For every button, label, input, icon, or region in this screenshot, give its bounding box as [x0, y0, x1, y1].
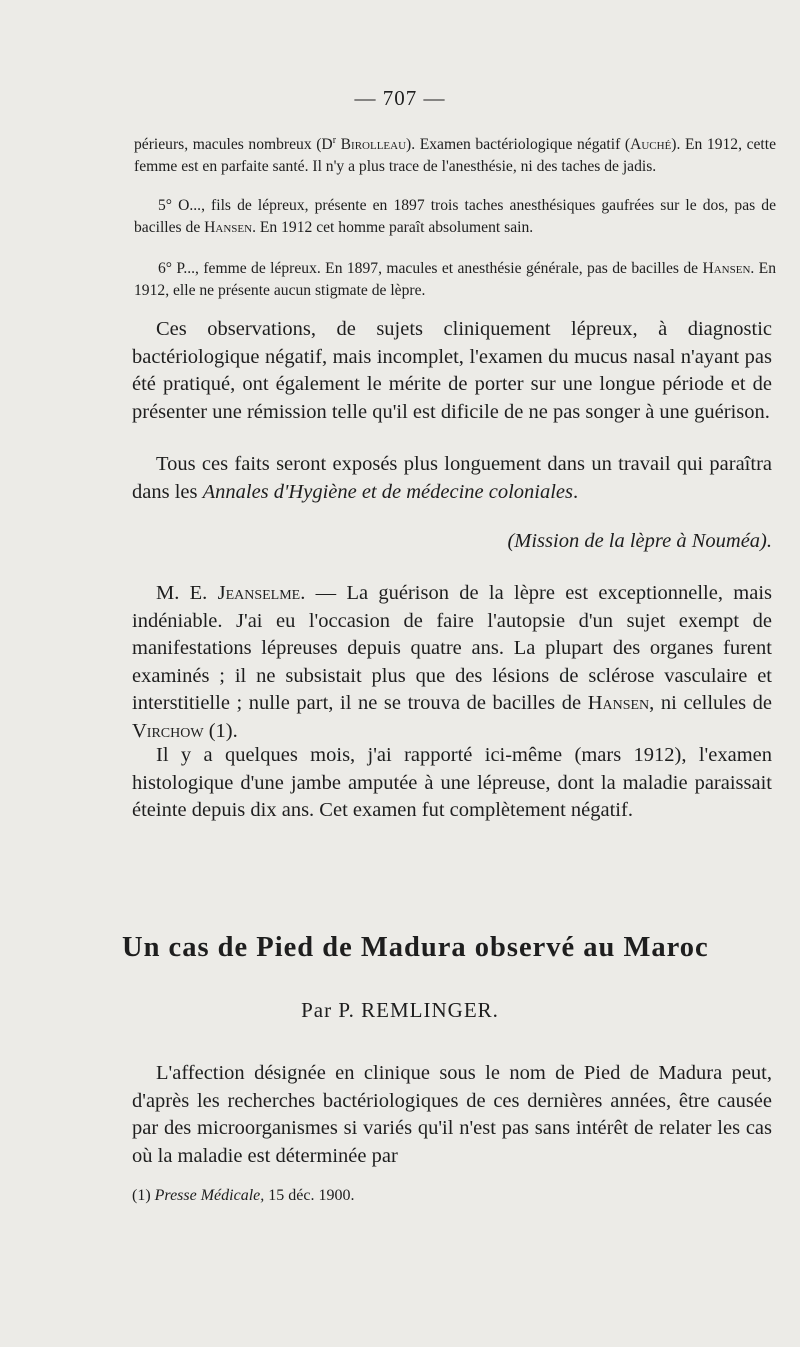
author-name: Hansen [702, 260, 751, 277]
signature: (Mission de la lèpre à Nouméa). [507, 530, 772, 552]
author-name: Hansen [587, 692, 650, 714]
observation-5: 5° O..., fils de lépreux, présente en 1897 trois taches anesthésiques gaufrées sur le dos, pas de bacilles de Hansen. En 1912 cet homme paraît absolument sain. [134, 197, 776, 236]
article-title: Un cas de Pied de Madura observé au Maroc [122, 932, 709, 963]
author-name: Hansen [204, 218, 253, 236]
conclusion-paragraph-2: Tous ces faits seront exposés plus longuement dans un travail qui paraîtra dans les Annales d'Hygiène et de médecine coloniales. [132, 453, 772, 503]
speaker-name: Jeanselme [217, 582, 301, 604]
observation-6: 6° P..., femme de lépreux. En 1897, macules et anesthésie générale, pas de bacilles de Hansen. En 1912, elle ne présente aucun stigmate de lèpre. [134, 260, 776, 299]
discussion-paragraph-2: Il y a quelques mois, j'ai rapporté ici-même (mars 1912), l'examen histologique d'une jambe amputée à une lépreuse, dont la maladie paraissait éteinte depuis dix ans. Cet examen fut complètement négatif. [132, 744, 772, 821]
page-number: — 707 — [354, 86, 446, 110]
footnote-source: Presse Médicale, [154, 1187, 265, 1204]
conclusion-paragraph-1: Ces observations, de sujets cliniquement lépreux, à diagnostic bactériologique négatif, mais incomplet, l'examen du mucus nasal n'ayant pas été pratiqué, ont également le mérite de porter sur une longue période et de présenter une rémission telle qu'il est dificile de ne pas songer à une guérison. [132, 318, 772, 423]
observation-4-end: périeurs, macules nombreux ($D^r$ Birolleau). Examen bactériologique négatif (Auché). En 1912, cette femme est en parfaite santé. Il n'y a plus trace de l'anesthésie, ni des taches de jadis. [134, 135, 777, 175]
article-intro-paragraph: L'affection désignée en clinique sous le nom de Pied de Madura peut, d'après les recherches bactériologiques de ces dernières années, être causée par des microorganismes si variés qu'il n'est pas sans intérêt de relater les cas où la maladie est déterminée par [132, 1062, 772, 1167]
journal-title: Annales d'Hygiène et de médecine coloniales [202, 480, 574, 503]
article-author: Par P. REMLINGER. [301, 998, 499, 1022]
discussion-paragraph-1: M. E. Jeanselme. — La guérison de la lèpre est exceptionnelle, mais indéniable. J'ai eu l'occasion de faire l'autopsie d'un sujet exempt de manifestations lépreuses depuis quatre ans. La plupart des organes furent examinés ; il ne subsistait plus que des lésions de sclérose vasculaire et interstitielle ; nulle part, il ne se trouva de bacilles de Hansen, ni cellules de Virchow (1). [132, 582, 773, 742]
footnote: (1) Presse Médicale, 15 déc. 1900. [132, 1187, 355, 1204]
author-name: Virchow [132, 719, 204, 742]
author-name: Auché [630, 136, 672, 154]
author-name: Birolleau [340, 136, 407, 154]
